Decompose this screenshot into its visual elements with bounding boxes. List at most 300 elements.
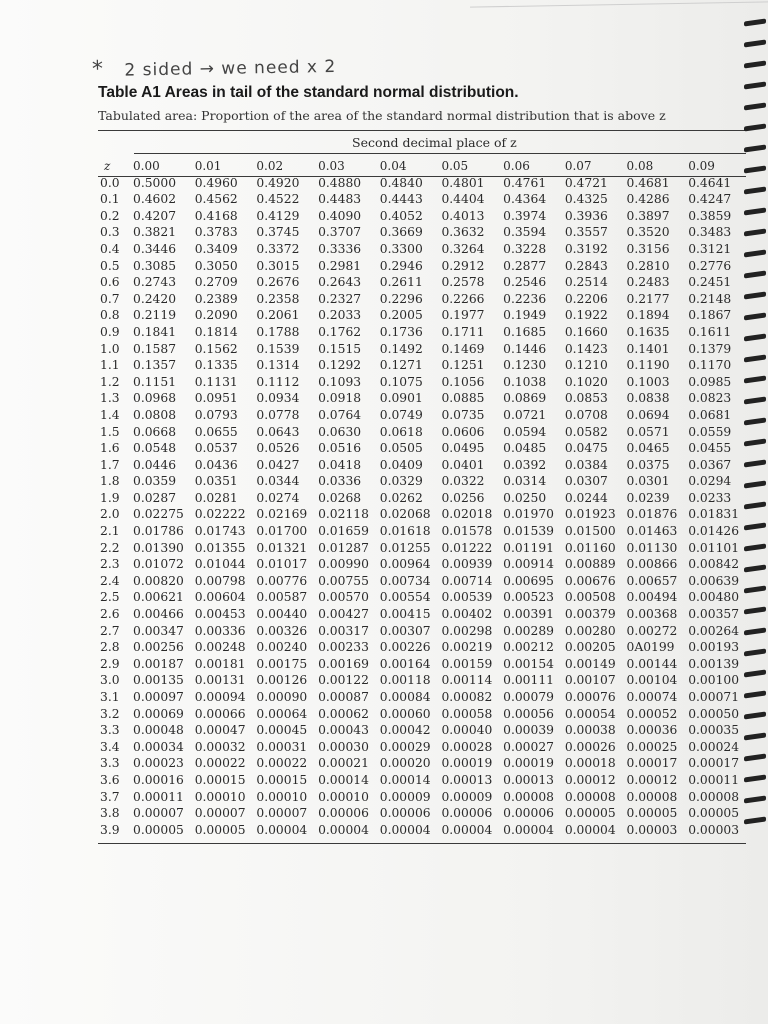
table-cell: 0.0294 [688, 474, 732, 489]
table-cell: 0.00226 [379, 640, 431, 655]
table-cell: 0.1492 [379, 341, 423, 356]
table-cell: 0.00006 [379, 806, 431, 821]
table-row [100, 506, 750, 523]
table-title: Table A1 Areas in tail of the standard normal distribution. [98, 84, 519, 101]
table-cell: 0.3409 [194, 241, 238, 256]
table-cell: 0.0708 [564, 407, 608, 422]
table-cell: 0.00111 [503, 673, 554, 688]
binding-coil [744, 774, 766, 782]
table-cell: 0.1251 [441, 358, 485, 373]
table-cell: 0.00047 [194, 723, 246, 738]
table-cell: 0.4286 [626, 192, 670, 207]
table-cell: 0.00508 [564, 590, 616, 605]
column-header: 0.03 [318, 159, 345, 173]
table-cell: 0.2451 [688, 275, 732, 290]
table-cell: 0.00820 [133, 573, 184, 588]
binding-coil [744, 459, 766, 467]
table-row [100, 424, 750, 441]
table-cell: 0.0281 [194, 490, 238, 505]
table-cell: 0.4880 [318, 175, 362, 190]
table-cell: 0.1131 [194, 374, 238, 389]
table-cell: 0.4681 [626, 175, 670, 190]
table-cell: 0.0351 [194, 474, 238, 489]
table-cell: 0.01923 [564, 507, 616, 522]
table-row [100, 274, 750, 291]
binding-coil [744, 375, 766, 383]
table-cell: 0.00233 [318, 640, 369, 655]
table-cell: 0.0239 [626, 490, 670, 505]
table-cell: 0.00020 [379, 756, 431, 771]
table-row [100, 291, 750, 308]
table-cell: 0.00003 [626, 822, 678, 837]
table-cell: 0.00066 [194, 706, 246, 721]
table-cell: 0.00015 [256, 772, 308, 787]
table-cell: 0.1335 [194, 358, 238, 373]
z-value: 0.6 [100, 275, 120, 290]
table-cell: 0.3632 [441, 225, 485, 240]
table-cell: 0.1151 [133, 374, 177, 389]
table-cell: 0.0885 [441, 391, 485, 406]
table-cell: 0.01700 [256, 524, 308, 539]
z-value: 1.2 [100, 374, 120, 389]
table-cell: 0.0336 [318, 474, 362, 489]
table-cell: 0.00798 [194, 573, 246, 588]
table-cell: 0.00104 [626, 673, 678, 688]
table-cell: 0.00169 [318, 656, 369, 671]
table-cell: 0.00440 [256, 607, 308, 622]
z-value: 0.8 [100, 308, 120, 323]
binding-coil [744, 312, 766, 320]
table-cell: 0.00272 [626, 623, 678, 638]
binding-coil [744, 732, 766, 740]
binding-coil [744, 39, 766, 47]
table-row [100, 224, 750, 241]
table-cell: 0.01160 [564, 540, 616, 555]
table-cell: 0.1314 [256, 358, 300, 373]
table-cell: 0.00164 [379, 656, 431, 671]
table-cell: 0.00019 [441, 756, 493, 771]
column-header: 0.07 [564, 159, 592, 173]
table-cell: 0.00064 [256, 706, 308, 721]
table-cell: 0.2358 [256, 291, 300, 306]
table-cell: 0.0495 [441, 441, 485, 456]
table-cell: 0.3336 [318, 241, 362, 256]
table-cell: 0.00990 [318, 557, 369, 572]
table-cell: 0.2420 [133, 291, 177, 306]
table-cell: 0.2389 [194, 291, 238, 306]
table-cell: 0.0307 [564, 474, 608, 489]
table-cell: 0.00280 [564, 623, 616, 638]
table-cell: 0.0655 [194, 424, 238, 439]
table-cell: 0.00076 [564, 690, 616, 704]
binding-coil [744, 228, 766, 236]
table-cell: 0.02222 [194, 507, 246, 522]
z-value: 1.8 [100, 474, 120, 489]
table-cell: 0.4364 [503, 192, 547, 207]
table-cell: 0.0668 [133, 424, 177, 439]
table-cell: 0.00025 [626, 739, 678, 754]
table-cell: 0.0301 [626, 474, 670, 489]
z-value: 2.1 [100, 524, 120, 539]
table-cell: 0.2946 [379, 258, 423, 273]
table-cell: 0.00023 [133, 756, 184, 771]
table-cell: 0.1038 [503, 374, 547, 389]
z-column-header: z [104, 159, 111, 173]
table-cell: 0.01191 [503, 540, 554, 555]
table-cell: 0.1949 [503, 308, 547, 323]
table-cell: 0.00114 [441, 673, 493, 688]
table-cell: 0.3050 [194, 258, 238, 273]
table-cell: 0.00402 [441, 607, 493, 622]
table-cell: 0.00011 [133, 789, 184, 804]
table-cell: 0.00006 [318, 806, 369, 821]
table-cell: 0.0244 [564, 490, 608, 505]
table-cell: 0.0268 [318, 490, 362, 505]
table-cell: 0.01072 [133, 557, 184, 572]
table-cell: 0.00003 [688, 822, 740, 837]
table-cell: 0.0823 [688, 391, 732, 406]
binding-coil [744, 669, 766, 677]
table-row [100, 208, 750, 225]
table-cell: 0.00016 [133, 772, 184, 787]
table-cell: 0.3300 [379, 241, 423, 256]
z-value: 3.9 [100, 822, 120, 837]
table-cell: 0.00554 [379, 590, 431, 605]
table-cell: 0.00326 [256, 623, 308, 638]
table-cell: 0.00639 [688, 573, 740, 588]
table-cell: 0.00107 [564, 673, 616, 688]
table-cell: 0.01101 [688, 540, 740, 555]
table-cell: 0.0409 [379, 457, 423, 472]
table-cell: 0.3557 [564, 225, 608, 240]
table-cell: 0.0618 [379, 424, 423, 439]
table-cell: 0.0436 [194, 457, 238, 472]
table-cell: 0.00058 [441, 706, 493, 721]
table-cell: 0.00054 [564, 706, 616, 721]
binding-coil [744, 165, 766, 173]
table-cell: 0.1170 [688, 358, 732, 373]
table-cell: 0.3228 [503, 241, 547, 256]
table-cell: 0.00056 [503, 706, 554, 721]
table-cell: 0.00175 [256, 656, 308, 671]
column-header: 0.06 [503, 159, 530, 173]
table-cell: 0.00336 [194, 623, 246, 638]
z-value: 2.9 [100, 656, 120, 671]
table-cell: 0.2148 [688, 291, 732, 306]
z-value: 1.1 [100, 358, 120, 373]
table-cell: 0.2483 [626, 275, 670, 290]
table-cell: 0.0233 [688, 490, 732, 505]
table-cell: 0.1736 [379, 324, 423, 339]
z-value: 1.6 [100, 441, 120, 456]
table-cell: 0.0465 [626, 441, 670, 456]
table-header-row [100, 158, 750, 175]
table-cell: 0.00734 [379, 573, 431, 588]
table-cell: 0.00379 [564, 607, 616, 622]
table-cell: 0.2327 [318, 291, 362, 306]
z-value: 3.3 [100, 723, 120, 738]
binding-coil [744, 207, 766, 215]
table-cell: 0.00264 [688, 623, 740, 638]
table-row [100, 755, 750, 772]
table-cell: 0.00695 [503, 573, 554, 588]
table-cell: 0.1762 [318, 324, 362, 339]
z-value: 3.1 [100, 690, 120, 704]
table-cell: 0.2177 [626, 291, 670, 306]
table-cell: 0.0392 [503, 457, 547, 472]
table-cell: 0.3897 [626, 208, 670, 223]
table-cell: 0.00022 [194, 756, 246, 771]
table-cell: 0.3192 [564, 241, 608, 256]
table-cell: 0.3783 [194, 225, 238, 240]
table-cell: 0.00159 [441, 656, 493, 671]
table-cell: 0.00004 [379, 822, 431, 837]
table-cell: 0.00022 [256, 756, 308, 771]
table-row [100, 407, 750, 424]
table-cell: 0.4562 [194, 192, 238, 207]
table-cell: 0.00347 [133, 623, 184, 638]
table-cell: 0.0367 [688, 457, 732, 472]
table-cell: 0.2709 [194, 275, 238, 290]
table-cell: 0.00014 [318, 772, 369, 787]
table-cell: 0.3669 [379, 225, 423, 240]
table-cell: 0.1788 [256, 324, 300, 339]
table-cell: 0.0793 [194, 407, 238, 422]
table-cell: 0.00045 [256, 723, 308, 738]
table-cell: 0.3707 [318, 225, 362, 240]
table-row [100, 307, 750, 324]
table-cell: 0.00012 [564, 772, 616, 787]
table-cell: 0.2877 [503, 258, 547, 273]
table-cell: 0.00298 [441, 623, 493, 638]
table-cell: 0.2119 [133, 308, 177, 323]
table-cell: 0.0853 [564, 391, 608, 406]
table-cell: 0.5000 [133, 175, 177, 190]
binding-coil [744, 18, 766, 26]
z-value: 3.6 [100, 772, 120, 787]
table-cell: 0.00006 [503, 806, 554, 821]
z-value: 3.8 [100, 806, 120, 821]
table-cell: 0.1357 [133, 358, 177, 373]
table-cell: 0.00118 [379, 673, 431, 688]
table-cell: 0.00074 [626, 690, 678, 704]
table-row [100, 606, 750, 623]
table-cell: 0.0287 [133, 490, 177, 505]
column-header: 0.02 [256, 159, 284, 173]
table-cell: 0.1814 [194, 324, 238, 339]
table-cell: 0.3085 [133, 258, 177, 273]
table-cell: 0.2810 [626, 258, 670, 273]
table-cell: 0.00248 [194, 640, 246, 655]
table-cell: 0.0735 [441, 407, 485, 422]
table-cell: 0.1562 [194, 341, 238, 356]
table-cell: 0.1210 [564, 358, 608, 373]
table-row [100, 457, 750, 474]
z-value: 3.4 [100, 739, 120, 754]
table-cell: 0.00307 [379, 623, 431, 638]
table-cell: 0.3594 [503, 225, 547, 240]
table-cell: 0.00144 [626, 656, 678, 671]
table-cell: 0.00097 [133, 690, 184, 704]
table-cell: 0.00219 [441, 640, 493, 655]
table-cell: 0.2005 [379, 308, 423, 323]
table-cell: 0.0594 [503, 424, 547, 439]
table-cell: 0.0764 [318, 407, 362, 422]
table-cell: 0.00018 [564, 756, 616, 771]
spiral-binding [742, 20, 768, 840]
table-cell: 0.00084 [379, 690, 431, 704]
table-cell: 0.00212 [503, 640, 554, 655]
table-cell: 0.0262 [379, 490, 423, 505]
table-cell: 0.1271 [379, 358, 423, 373]
table-row [100, 440, 750, 457]
table-cell: 0.1515 [318, 341, 362, 356]
table-cell: 0.1685 [503, 324, 547, 339]
table-cell: 0.4801 [441, 175, 485, 190]
table-cell: 0.00964 [379, 557, 431, 572]
table-cell: 0.00494 [626, 590, 678, 605]
binding-coil [744, 354, 766, 362]
table-cell: 0.00021 [318, 756, 369, 771]
table-cell: 0.00036 [626, 723, 678, 738]
table-cell: 0.00090 [256, 690, 308, 704]
z-value: 2.0 [100, 507, 120, 522]
table-cell: 0.0256 [441, 490, 485, 505]
table-cell: 0.0582 [564, 424, 608, 439]
binding-coil [744, 648, 766, 656]
table-cell: 0.01618 [379, 524, 431, 539]
z-table [100, 158, 750, 838]
table-cell: 0.0322 [441, 474, 485, 489]
table-cell: 0.00011 [688, 772, 740, 787]
table-cell: 0.00006 [441, 806, 493, 821]
table-cell: 0.00317 [318, 623, 369, 638]
handwritten-note [92, 53, 337, 82]
table-row [100, 490, 750, 507]
table-cell: 0.00007 [194, 806, 246, 821]
table-cell: 0.4602 [133, 192, 177, 207]
table-cell: 0.0401 [441, 457, 485, 472]
column-group-header: Second decimal place of z [352, 135, 517, 150]
table-cell: 0.00480 [688, 590, 740, 605]
handwritten-star: * [91, 56, 105, 83]
table-cell: 0.1379 [688, 341, 732, 356]
table-cell: 0.00100 [688, 673, 740, 688]
table-cell: 0.0694 [626, 407, 670, 422]
table-row [100, 556, 750, 573]
table-cell: 0.4641 [688, 175, 732, 190]
table-row [100, 789, 750, 806]
z-value: 1.5 [100, 424, 120, 439]
table-cell: 0.00126 [256, 673, 308, 688]
table-cell: 0.1539 [256, 341, 300, 356]
table-row [100, 623, 750, 640]
table-cell: 0.0571 [626, 424, 670, 439]
table-cell: 0.00082 [441, 690, 493, 704]
table-cell: 0.4761 [503, 175, 547, 190]
table-cell: 0.1587 [133, 341, 177, 356]
table-cell: 0.0475 [564, 441, 608, 456]
table-cell: 0.01222 [441, 540, 493, 555]
table-cell: 0.2236 [503, 291, 547, 306]
table-subtitle: Tabulated area: Proportion of the area of the standard normal distribution that is above z [98, 108, 666, 123]
table-cell: 0.0934 [256, 391, 300, 406]
table-cell: 0.3372 [256, 241, 300, 256]
table-cell: 0.0559 [688, 424, 732, 439]
table-cell: 0.4325 [564, 192, 608, 207]
table-cell: 0.00010 [194, 789, 246, 804]
table-cell: 0.3859 [688, 208, 732, 223]
table-cell: 0.3015 [256, 258, 300, 273]
table-cell: 0.00027 [503, 739, 554, 754]
z-value: 2.3 [100, 557, 120, 572]
table-cell: 0.00017 [626, 756, 678, 771]
table-cell: 0.01743 [194, 524, 246, 539]
binding-coil [744, 249, 766, 257]
table-cell: 0.1112 [256, 374, 300, 389]
table-cell: 0.4522 [256, 192, 300, 207]
table-cell: 0.00914 [503, 557, 554, 572]
table-cell: 0.00008 [688, 789, 740, 804]
table-cell: 0.4090 [318, 208, 362, 223]
table-cell: 0.00009 [379, 789, 431, 804]
table-cell: 0.0314 [503, 474, 547, 489]
table-cell: 0.02068 [379, 507, 431, 522]
table-cell: 0.1292 [318, 358, 362, 373]
table-cell: 0.1894 [626, 308, 670, 323]
table-cell: 0.1230 [503, 358, 547, 373]
table-cell: 0.00427 [318, 607, 369, 622]
top-rule [98, 130, 746, 131]
table-cell: 0.00466 [133, 607, 184, 622]
table-cell: 0.0537 [194, 441, 238, 456]
table-cell: 0.00094 [194, 690, 246, 704]
table-cell: 0.00007 [256, 806, 308, 821]
table-row [100, 772, 750, 789]
table-cell: 0.1075 [379, 374, 423, 389]
z-value: 2.5 [100, 590, 120, 605]
table-cell: 0.00187 [133, 656, 184, 671]
table-cell: 0.00007 [133, 806, 184, 821]
table-cell: 0.00013 [503, 772, 554, 787]
table-cell: 0.4404 [441, 192, 485, 207]
table-cell: 0.00842 [688, 557, 740, 572]
table-cell: 0.00014 [379, 772, 431, 787]
table-cell: 0.00256 [133, 640, 184, 655]
table-cell: 0.4960 [194, 175, 238, 190]
table-cell: 0.1867 [688, 308, 732, 323]
table-cell: 0.4168 [194, 208, 238, 223]
table-cell: 0.01578 [441, 524, 493, 539]
binding-coil [744, 333, 766, 341]
table-cell: 0.01539 [503, 524, 554, 539]
table-cell: 0.00289 [503, 623, 554, 638]
table-cell: 0.00755 [318, 573, 369, 588]
z-value: 0.9 [100, 324, 120, 339]
z-value: 2.8 [100, 640, 120, 655]
table-cell: 0.00453 [194, 607, 246, 622]
binding-coil [744, 711, 766, 719]
table-cell: 0.0901 [379, 391, 423, 406]
table-cell: 0.01831 [688, 507, 740, 522]
column-header: 0.01 [194, 159, 222, 173]
table-cell: 0.00029 [379, 739, 431, 754]
table-cell: 0.00866 [626, 557, 678, 572]
table-cell: 0.00149 [564, 656, 616, 671]
table-cell: 0.2061 [256, 308, 300, 323]
z-value: 0.5 [100, 258, 120, 273]
table-cell: 0.4920 [256, 175, 300, 190]
